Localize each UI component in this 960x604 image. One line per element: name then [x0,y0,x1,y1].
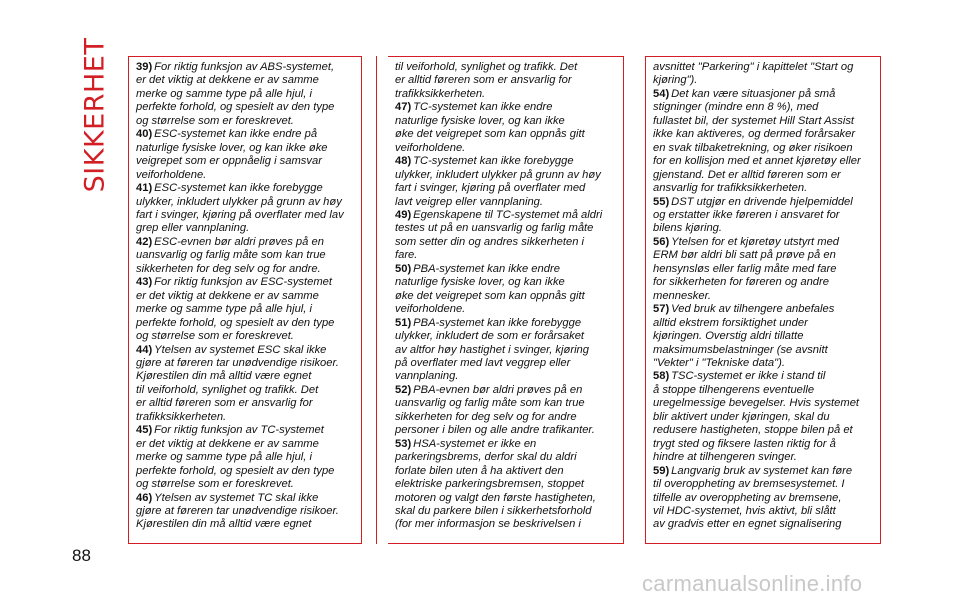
note-number: 59) [653,464,670,477]
note-number: 55) [653,195,670,208]
note-text: til veiforhold, synlighet og trafikk. Det er alltid føreren som er ansvarlig for trafikksikkerheten. [395,61,578,100]
note-item [395,384,623,438]
column-1 [128,56,362,544]
note-item [395,317,623,384]
note-number: 54) [653,87,670,100]
note-number: 46) [136,491,153,504]
column-2 [388,56,624,544]
note-number: 44) [136,343,153,356]
note-text: PBA-evnen bør aldri prøves på en uansvarlig og farlig måte som kan true sikkerheten for deg selv og for andre personer i bilen og alle andre trafikanter. [395,383,595,437]
note-item [136,424,361,491]
note-item [395,155,623,209]
column-3 [645,56,881,544]
note-number: 56) [653,235,670,248]
note-text: For riktig funksjon av ESC-systemet er det viktig at dekkene er av samme merke og samme type på alle hjul, i perfekte forhold, og spesielt av den type og størrelse som er foreskrevet. [136,276,335,343]
note-text: ESC-systemet kan ikke endre på naturlige fysiske lover, og kan ikke øke veigrepet som er oppnåelig i samsvar veiforholdene. [136,128,328,181]
note-number: 40) [136,128,153,141]
section-title [74,37,116,193]
note-text: PBA-systemet kan ikke forebygge ulykker, inkludert de som er forårsaket av altfor høy hastighet i svinger, kjøring på overflater med lavt veggrep eller vannplaning. [395,316,589,383]
note-text: Ytelsen for et kjøretøy utstyrt med ERM bør aldri bli satt på prøve på en hensynsløs eller farlig måte med fare for sikkerheten for føreren og andre mennesker. [653,235,840,302]
note-number: 52) [395,383,412,396]
note-item [395,263,623,317]
note-text: avsnittet "Parkering" i kapittelet "Start og kjøring"). [653,61,854,87]
note-number: 57) [653,303,670,316]
note-number: 47) [395,101,412,114]
note-number: 53) [395,437,412,450]
note-text: Ytelsen av systemet ESC skal ikke gjøre at føreren tar unødvendige risikoer. Kjørestilen din må alltid være egnet til veiforhold, synlighet og trafikk. Det er alltid føreren som er ansvarlig for trafikksikkerheten. [136,343,339,423]
note-text: Egenskapene til TC-systemet må aldri testes ut på en uansvarlig og farlig måte som setter din og andres sikkerheten i fare. [395,208,603,262]
note-text: For riktig funksjon av TC-systemet er det viktig at dekkene er av samme merke og samme type på alle hjul, i perfekte forhold, og spesielt av den type og størrelse som er foreskrevet. [136,424,335,491]
note-item [136,61,361,128]
page-number: 88 [72,546,91,565]
note-text: For riktig funksjon av ABS-systemet, er det viktig at dekkene er av samme merke og samme type på alle hjul, i perfekte forhold, og spesielt av den type og størrelse som er foreskrevet. [136,61,335,127]
note-number: 51) [395,316,412,329]
note-item [136,276,361,343]
note-number: 45) [136,424,153,437]
note-item [136,236,361,276]
note-item [395,61,623,101]
note-text: ESC-evnen bør aldri prøves på en uansvarlig og farlig måte som kan true sikkerheten for deg selv og for andre. [136,235,326,275]
note-text: TSC-systemet er ikke i stand til å stoppe tilhengerens eventuelle uregelmessige bevegelser. Hvis systemet blir aktivert under kjøringen, skal du redusere hastigheten, stoppe bilen på et trygt sted og fiksere lasten riktig for å hindre at tilhengeren svinger. [653,370,860,464]
note-text: TC-systemet kan ikke endre naturlige fysiske lover, og kan ikke øke det veigrepet som kan oppnås gitt veiforholdene. [395,101,585,154]
watermark: carmanualsonline.info [642,571,863,596]
note-item [653,465,880,532]
note-item [653,370,880,464]
note-text: TC-systemet kan ikke forebygge ulykker, inkludert ulykker på grunn av høy fart i svinger, kjøring på overflater med lavt veigrep eller vannplaning. [395,155,601,208]
note-text: DST utgjør en drivende hjelpemiddel og erstatter ikke føreren i ansvaret for bilens kjøring. [653,195,853,235]
note-item [136,344,361,425]
note-text: Langvarig bruk av systemet kan føre til overoppheting av bremsesystemet. I tilfelle av overoppheting av bremsene, vil HDC-systemet, hvis aktivt, bli slått av gradvis etter en egnet signalisering [653,464,853,531]
note-item [653,88,880,196]
note-text: HSA-systemet er ikke en parkeringsbrems, derfor skal du aldri forlate bilen uten å ha aktivert den elektriske parkeringsbremsen, stoppet motoren og valgt den første hastigheten, skal du parkere bilen i sikkerhetsforhold (for mer informasjon se beskrivelsen i [395,437,596,531]
note-text: Ved bruk av tilhengere anbefales alltid ekstrem forsiktighet under kjøringen. Overstig aldri tillatte maksimumsbelastninger (se avsnitt "Vekter" i "Tekniske data"). [653,303,835,369]
note-item [136,182,361,236]
note-item [653,196,880,236]
note-item [653,61,880,88]
note-item [395,101,623,155]
note-item [653,303,880,370]
note-number: 42) [136,235,153,248]
note-item [653,236,880,303]
note-number: 39) [136,61,153,73]
section-title-text: SIKKERHET [79,37,111,193]
note-number: 41) [136,182,153,195]
note-text: Ytelsen av systemet TC skal ikke gjøre at føreren tar unødvendige risikoer. Kjørestilen din må alltid være egnet [136,491,339,531]
column-divider [376,56,377,544]
note-number: 50) [395,262,412,275]
note-number: 49) [395,208,412,221]
note-item [395,209,623,263]
note-text: PBA-systemet kan ikke endre naturlige fysiske lover, og kan ikke øke det veigrepet som kan oppnås gitt veiforholdene. [395,262,585,316]
note-number: 43) [136,276,153,289]
note-item [136,128,361,182]
note-number: 48) [395,155,412,168]
note-text: Det kan være situasjoner på små stigninger (mindre enn 8 %), med fullastet bil, der systemet Hill Start Assist ikke kan aktiveres, og dermed forårsaker en svak tilbaketrekning, og øker risikoen for en kollisjon med et annet kjøretøy eller gjenstand. Det er alltid føreren som er ansvarlig for trafikksikkerheten. [653,87,861,195]
note-number: 58) [653,370,670,383]
note-item [395,438,623,532]
note-item [136,492,361,532]
note-text: ESC-systemet kan ikke forebygge ulykker, inkludert ulykker på grunn av høy fart i svinger, kjøring på overflater med lav grep eller vannplaning. [136,182,344,235]
